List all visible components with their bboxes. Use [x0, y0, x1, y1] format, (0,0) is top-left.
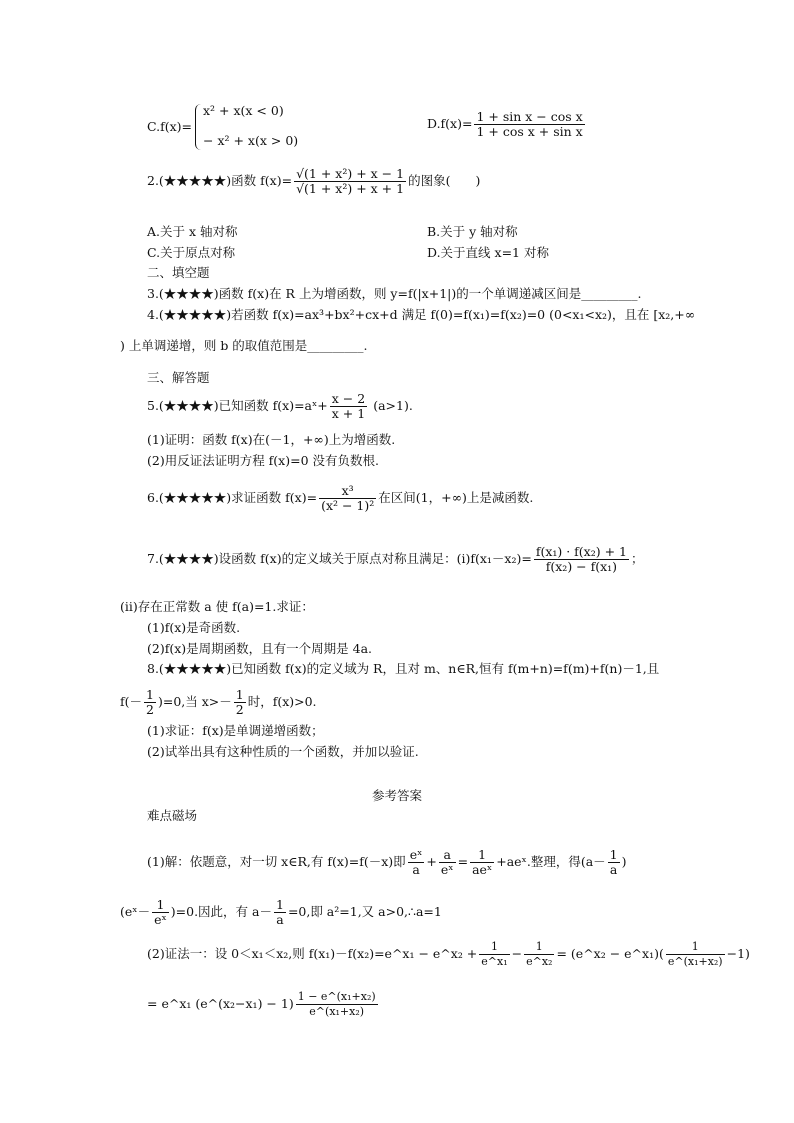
- q8-fraction-1-den: 2: [146, 702, 154, 717]
- answer-2-line2: [147, 990, 380, 1019]
- section-solve: 三、解答题: [147, 370, 210, 385]
- question-5-fraction: [330, 392, 367, 421]
- option-c-case1: x² + x(x < 0): [203, 103, 284, 118]
- question-7-condition2: (ii)存在正常数 a 使 f(a)=1.求证：: [120, 599, 314, 614]
- question-2-suffix: 的图象( ): [408, 173, 481, 188]
- a1b-fraction-2: [274, 898, 286, 927]
- a1b-text-1: (eˣ－: [120, 904, 151, 919]
- q8-fraction-1-num: 1: [146, 687, 154, 702]
- question-2: [147, 167, 480, 196]
- a2-fraction-1-num: 1: [479, 940, 509, 955]
- option-d-fraction: [474, 110, 584, 139]
- option-d-label: D.f(x)=: [427, 116, 473, 131]
- question-8-line2: [120, 688, 317, 717]
- q2-option-d: D.关于直线 x=1 对称: [427, 245, 549, 260]
- question-7-text: 7.(★★★★)设函数 f(x)的定义域关于原点对称且满足：(i)f(x₁－x₂)=: [147, 551, 532, 566]
- a1-fraction-3: [470, 848, 494, 877]
- q8-fraction-1: [144, 688, 156, 717]
- a1-text-3: ): [621, 854, 627, 869]
- question-5-denominator: x + 1: [331, 406, 366, 421]
- q8-fraction-2: [234, 688, 246, 717]
- question-2-denominator: √(1 + x²) + x + 1: [296, 181, 405, 196]
- a2b-text-1: = e^x₁ (e^(x₂−x₁) − 1): [147, 996, 294, 1011]
- a1b-text-3: =0,即 a²=1,又 a>0,∴a=1: [287, 904, 442, 919]
- a1b-fraction-2-num: 1: [275, 897, 284, 912]
- a2-minus: −: [511, 946, 523, 961]
- a2b-fraction-num: 1 − e^(x₁+x₂): [297, 990, 376, 1003]
- question-7-numerator: f(x₁) · f(x₂) + 1: [535, 544, 627, 559]
- a2-text-3: −1): [726, 946, 750, 961]
- answer-2-line1: [147, 940, 750, 969]
- option-d: [427, 110, 587, 139]
- question-7-part1: (1)f(x)是奇函数.: [147, 620, 241, 635]
- a1-text-2: +aeˣ.整理，得(a－: [496, 854, 606, 869]
- a1-equals: =: [457, 854, 469, 869]
- q8-fraction-2-num: 1: [235, 687, 244, 702]
- question-7-suffix: ；: [631, 551, 644, 566]
- a2-fraction-2-den: e^x₂: [526, 955, 553, 968]
- question-5-text: 5.(★★★★)已知函数 f(x)=aˣ+: [147, 398, 328, 413]
- question-7-fraction: [534, 545, 629, 574]
- q8-text-3: 时，f(x)>0.: [247, 694, 317, 709]
- a2-fraction-1-den: e^x₁: [481, 955, 508, 968]
- a1-fraction-2-num: a: [439, 848, 456, 863]
- question-8-line1: 8.(★★★★★)已知函数 f(x)的定义域为 R，且对 m、n∈R,恒有 f(m+n)=f(m)+f(n)－1,且: [147, 661, 660, 676]
- a1-text-1: (1)解：依题意，对一切 x∈R,有 f(x)=f(－x)即: [147, 854, 406, 869]
- q2-option-a: A.关于 x 轴对称: [147, 224, 238, 239]
- a1-fraction-2-den: eˣ: [440, 862, 454, 877]
- a2-fraction-3-den: e^(x₁+x₂): [667, 955, 723, 968]
- a1b-text-2: )=0.因此，有 a－: [170, 904, 272, 919]
- a2b-fraction-den: e^(x₁+x₂): [309, 1005, 365, 1018]
- a2-fraction-3: [666, 940, 725, 969]
- a1-fraction-2: [439, 848, 456, 877]
- a1-fraction-3-num: 1: [470, 848, 494, 863]
- question-7-denominator: f(x₂) − f(x₁): [545, 559, 618, 574]
- question-7-part2: (2)f(x)是周期函数，且有一个周期是 4a.: [147, 641, 372, 656]
- answers-subtitle: 难点磁场: [147, 808, 198, 823]
- a2-fraction-3-num: 1: [666, 940, 725, 955]
- question-5-numerator: x − 2: [331, 391, 366, 406]
- answers-title: 参考答案: [371, 788, 422, 803]
- a1-fraction-3-den: aeˣ: [472, 862, 493, 877]
- question-6-numerator: x³: [319, 484, 376, 499]
- question-4-line1: 4.(★★★★★)若函数 f(x)=ax³+bx²+cx+d 满足 f(0)=f(x₁)=f(x₂)=0 (0<x₁<x₂)，且在 [x₂,+∞: [147, 307, 696, 322]
- a1-fraction-4-num: 1: [609, 847, 618, 862]
- question-2-numerator: √(1 + x²) + x − 1: [296, 166, 405, 181]
- a1-fraction-4: [608, 848, 620, 877]
- a1b-fraction-1: [152, 898, 169, 927]
- question-5-part2: (2)用反证法证明方程 f(x)=0 没有负数根.: [147, 453, 379, 468]
- answer-1-line1: [147, 848, 627, 877]
- question-4-line2: ) 上单调递增，则 b 的取值范围是_________.: [120, 338, 368, 353]
- question-3: 3.(★★★★)函数 f(x)在 R 上为增函数，则 y=f(|x+1|)的一个单调递减区间是_________.: [147, 286, 642, 301]
- a1b-fraction-1-den: eˣ: [154, 912, 167, 927]
- a2b-fraction: [296, 990, 378, 1019]
- question-6-denominator: (x² − 1)²: [321, 498, 375, 513]
- q8-fraction-2-den: 2: [235, 702, 244, 717]
- question-6-text: 6.(★★★★★)求证函数 f(x)=: [147, 490, 318, 505]
- q8-text-1: f(－: [120, 694, 143, 709]
- a1-fraction-1-den: a: [412, 862, 420, 877]
- option-c-label: C.f(x)=: [147, 119, 192, 134]
- answer-1-line2: [120, 898, 442, 927]
- question-8-part1: (1)求证：f(x)是单调递增函数；: [147, 723, 324, 738]
- q8-text-2: )=0,当 x>－: [157, 694, 232, 709]
- question-8-part2: (2)试举出具有这种性质的一个函数，并加以验证.: [147, 744, 419, 759]
- question-5-part1: (1)证明：函数 f(x)在(－1，+∞)上为增函数.: [147, 432, 396, 447]
- a2-text-2: = (e^x₂ − e^x₁)(: [556, 946, 664, 961]
- a1-fraction-1-num: eˣ: [409, 847, 423, 862]
- a1b-fraction-1-num: 1: [152, 898, 169, 913]
- question-6: [147, 484, 533, 513]
- option-c-case2: − x² + x(x > 0): [203, 133, 299, 148]
- a1-fraction-4-den: a: [609, 862, 618, 877]
- a2-fraction-2: [524, 940, 554, 969]
- section-fill-in: 二、填空题: [147, 265, 210, 280]
- option-d-denominator: 1 + cos x + sin x: [476, 124, 583, 139]
- question-6-suffix: 在区间(1，+∞)上是减函数.: [378, 490, 534, 505]
- a1-fraction-1: [408, 848, 425, 877]
- a2-text-1: (2)证法一：设 0＜x₁＜x₂,则 f(x₁)－f(x₂)=e^x₁ − e^x₂ +: [147, 946, 478, 961]
- question-2-text: 2.(★★★★★)函数 f(x)=: [147, 173, 293, 188]
- a1-plus: +: [426, 854, 437, 869]
- question-6-fraction: [319, 484, 376, 513]
- question-5-suffix: (a>1).: [369, 398, 413, 413]
- q2-option-b: B.关于 y 轴对称: [427, 224, 518, 239]
- question-7: [147, 545, 644, 574]
- option-d-numerator: 1 + sin x − cos x: [476, 109, 583, 124]
- a2-fraction-1: [479, 940, 509, 969]
- question-2-fraction: [294, 167, 406, 196]
- a2-fraction-2-num: 1: [524, 940, 554, 955]
- question-5: [147, 392, 413, 421]
- q2-option-c: C.关于原点对称: [147, 245, 236, 260]
- a1b-fraction-2-den: a: [276, 912, 284, 927]
